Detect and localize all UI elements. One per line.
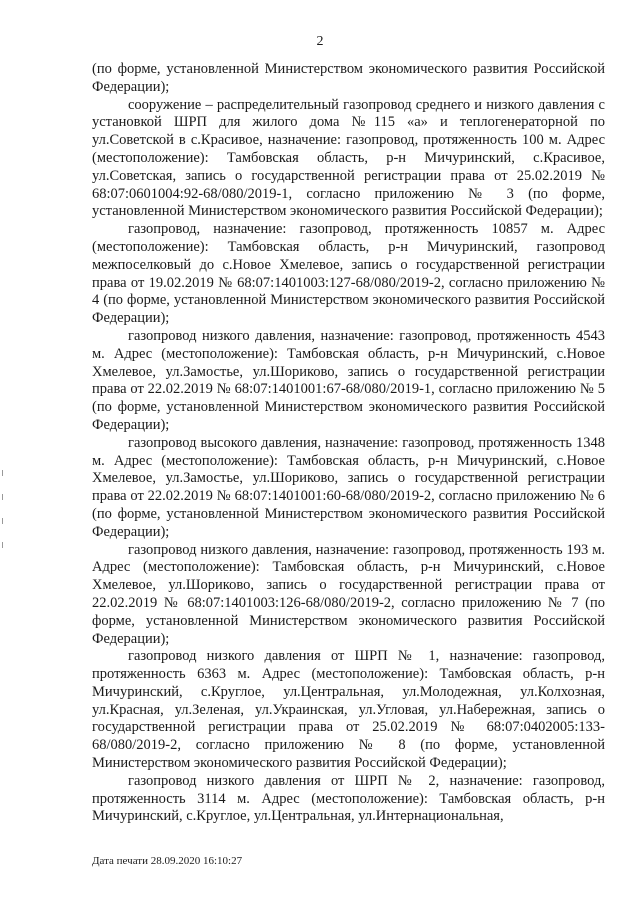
page-number: 2 [316, 34, 324, 49]
scan-margin-marks [2, 470, 4, 580]
print-date-footer: Дата печати 28.09.2020 16:10:27 [92, 855, 243, 867]
paragraph: газопровод низкого давления от ШРП № 1, назначение: газопровод, протяженность 6363 м. Адрес (местоположение): Тамбовская область, р-н Мичуринский, с.Круглое, ул.Центральная, ул.Молодежная, ул.Колхозная, ул.Красная, ул.Зеленая, ул.Украинская, ул.Угловая, ул.Набережная, запись о государственной регистрации права от 25.02.2019 № 68:07:0402005:133-68/080/2019-2, согласно приложению № 8 (по форме, установленной Министерством экономического развития Российской Федерации); [92, 648, 605, 772]
paragraph: газопровод низкого давления, назначение: газопровод, протяженность 4543 м. Адрес (местоположение): Тамбовская область, р-н Мичуринский, с.Новое Хмелевое, ул.Замостье, ул.Шориково, запись о государственной регистрации права от 22.02.2019 № 68:07:1401001:67-68/080/2019-1, согласно приложению № 5 (по форме, установленной Министерством экономического развития Российской Федерации); [92, 327, 605, 433]
paragraph: сооружение – распределительный газопровод среднего и низкого давления с установкой ШРП для жилого дома №115 «а» и теплогенераторной по ул.Советской в с.Красивое, назначение: газопровод, протяженность 100 м. Адрес (местоположение): Тамбовская область, р-н Мичуринский, с.Красивое, ул.Советская, запись о государственной регистрации права от 25.02.2019 № 68:07:0601004:92-68/080/2019-1, согласно приложению № 3 (по форме, установленной Министерством экономического развития Российской Федерации); [92, 96, 605, 220]
paragraph: газопровод высокого давления, назначение: газопровод, протяженность 1348 м. Адрес (местоположение): Тамбовская область, р-н Мичуринский, с.Новое Хмелевое, ул.Замостье, ул.Шориково, запись о государственной регистрации права от 22.02.2019 № 68:07:1401001:60-68/080/2019-2, согласно приложению № 6 (по форме, установленной Министерством экономического развития Российской Федерации); [92, 434, 605, 540]
paragraph: (по форме, установленной Министерством экономического развития Российской Федерации); [92, 61, 605, 95]
document-body [92, 61, 605, 826]
paragraph: газопровод низкого давления, назначение: газопровод, протяженность 193 м. Адрес (местоположение): Тамбовская область, р-н Мичуринский, с.Новое Хмелевое, ул.Шориково, запись о государственной регистрации права от 22.02.2019 № 68:07:1401003:126-68/080/2019-2, согласно приложению № 7 (по форме, установленной Министерством экономического развития Российской Федерации); [92, 541, 605, 647]
paragraph: газопровод низкого давления от ШРП № 2, назначение: газопровод, протяженность 3114 м. Адрес (местоположение): Тамбовская область, р-н Мичуринский, с.Круглое, ул.Центральная, ул.Интернациональная, [92, 772, 605, 825]
paragraph: газопровод, назначение: газопровод, протяженность 10857 м. Адрес (местоположение): Тамбовская область, р-н Мичуринский, газопровод межпоселковый до с.Новое Хмелевое, запись о государственной регистрации права от 19.02.2019 № 68:07:1401003:127-68/080/2019-2, согласно приложению № 4 (по форме, установленной Министерством экономического развития Российской Федерации); [92, 221, 605, 327]
